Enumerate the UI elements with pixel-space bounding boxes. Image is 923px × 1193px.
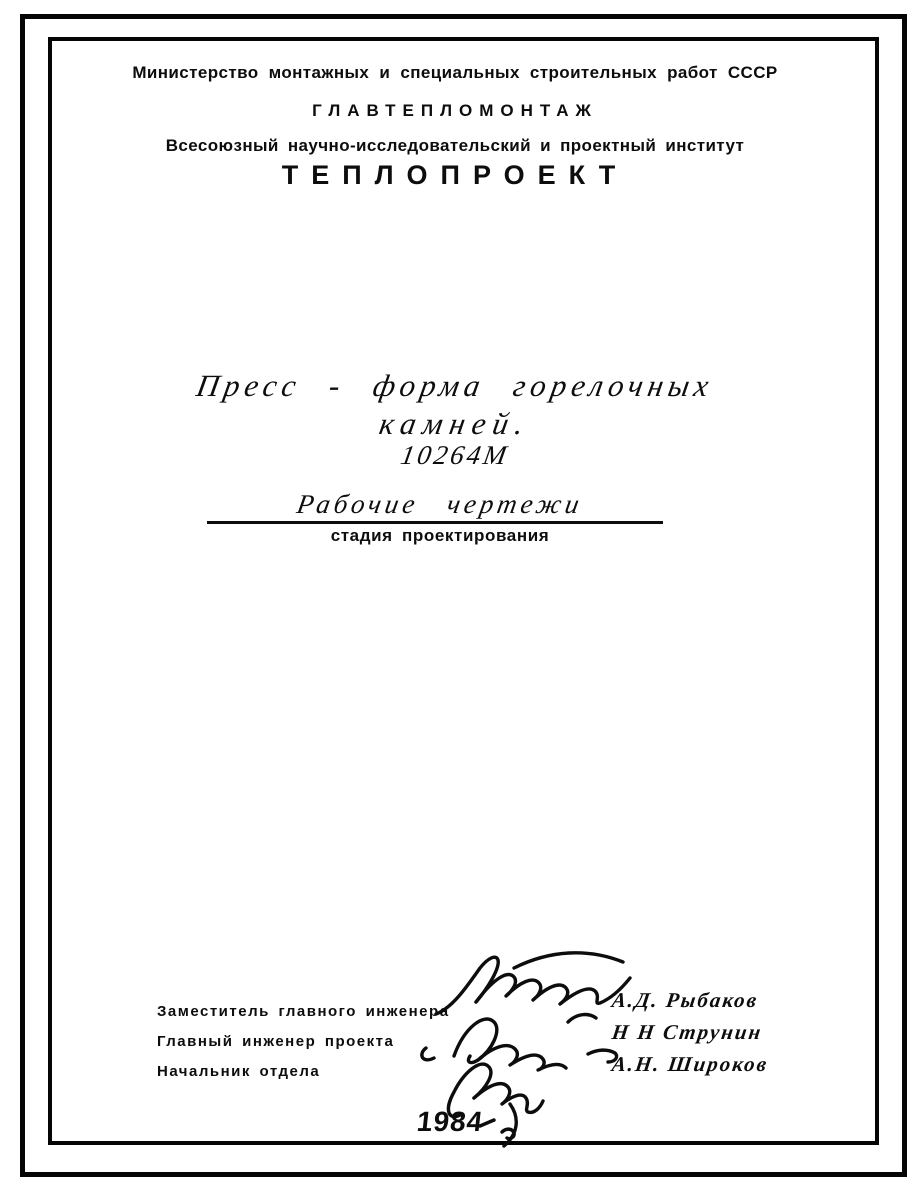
signatory-names (612, 988, 768, 1084)
signatory-roles (157, 1003, 450, 1093)
name-rybakov: А.Д. Рыбаков (610, 988, 760, 1012)
document-type: Рабочие чертежи (294, 489, 586, 519)
document-title-line1: Пресс - форма горелочных (193, 368, 717, 403)
ministry-line: Министерство монтажных и специальных строительных работ СССР (132, 63, 778, 82)
signature-strunin (422, 1015, 617, 1070)
document-number: 10264М (398, 440, 512, 470)
stage-rule-line (207, 521, 663, 524)
glavk-line: ГЛАВТЕПЛОМОНТАЖ (312, 101, 598, 120)
name-strunin: Н Н Струнин (610, 1020, 765, 1044)
role-department-head: Начальник отдела (157, 1063, 321, 1080)
role-deputy-chief-engineer: Заместитель главного инженера (157, 1003, 450, 1020)
stage-label: стадия проектирования (330, 526, 550, 545)
document-title-line2: камней. (376, 406, 534, 441)
name-shirokov: А.Н. Широков (610, 1052, 770, 1076)
institute-name: ТЕПЛОПРОЕКТ (281, 160, 629, 190)
role-chief-project-engineer: Главный инженер проекта (157, 1033, 395, 1050)
year-label: 1984 (415, 1106, 485, 1137)
signature-rybakov (436, 953, 630, 1014)
institute-line: Всесоюзный научно-исследовательский и проектный институт (165, 136, 745, 155)
